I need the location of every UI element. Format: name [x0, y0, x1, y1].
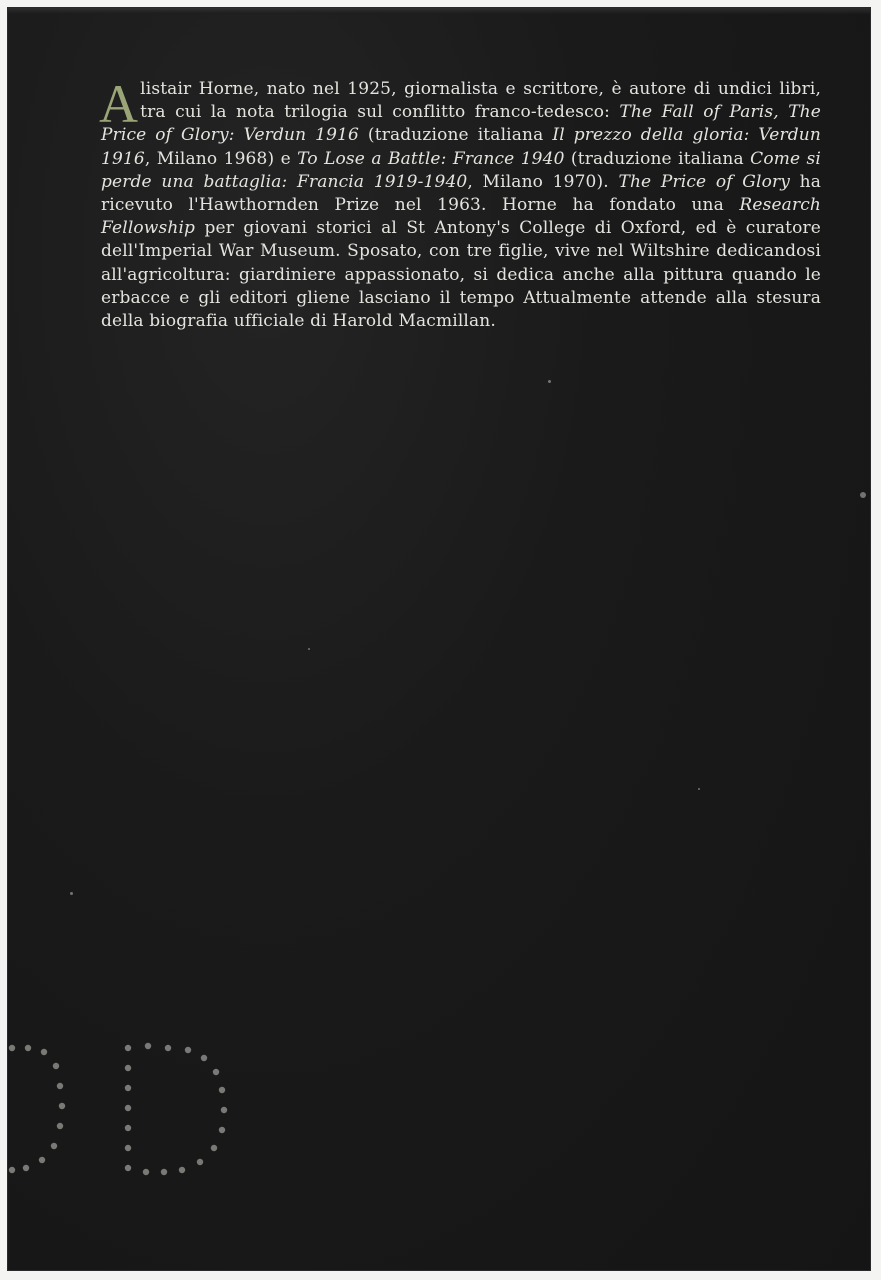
- bio-text-1: listair Horne, nato nel 1925, giornalista e scrittore, è autore di undici libri, tra cui la nota trilogia sul conflitto franco-tedesco:: [140, 79, 821, 123]
- bio-title-fall-of-paris: The Fall of Paris, The Price of Glory: Verdun 1916: [101, 102, 821, 146]
- bio-text-5: , Milano 1970).: [467, 171, 619, 192]
- dust-speck: [698, 788, 700, 790]
- bio-text-6: ha ricevuto l'Hawthornden Prize nel 1963. Horne ha fondato una: [101, 171, 821, 216]
- book-back-cover: [8, 8, 870, 1270]
- bio-text-3: , Milano 1968) e: [144, 148, 298, 169]
- bio-title-to-lose-a-battle: To Lose a Battle: France 1940: [297, 148, 565, 169]
- bio-title-come-si-perde: Come si perde una battaglia: Francia 1919-1940: [101, 148, 822, 192]
- dotted-letter-d-logo-icon: [8, 1028, 248, 1198]
- dust-speck: [308, 648, 310, 650]
- dust-speck: [860, 492, 866, 498]
- bio-text-4: (traduzione italiana: [564, 148, 751, 169]
- bio-title-prezzo-della-gloria: Il prezzo della gloria: Verdun 1916: [101, 125, 822, 169]
- bio-research-fellowship: Research Fellowship: [101, 195, 821, 239]
- dust-speck: [548, 380, 551, 383]
- emblem-dots: [9, 1043, 227, 1175]
- author-biography: [99, 74, 822, 333]
- bio-text-7: per giovani storici al St Antony's College di Oxford, ed è curatore dell'Imperial War Museum. Sposato, con tre figlie, vive nel Wiltshire dedicandosi all'agricoltura: giardiniere appassionato, si dedica anche alla pittura quando le erbacce e gli editori gliene lasciano il tempo Attualmente attende alla stesura della biografia ufficiale di Harold Macmillan.: [101, 218, 821, 332]
- cover-edge: [8, 8, 870, 14]
- dust-speck: [70, 892, 73, 895]
- bio-title-price-of-glory: The Price of Glory: [618, 171, 790, 192]
- bio-text-2: (traduzione italiana: [358, 125, 553, 146]
- drop-cap: A: [99, 74, 139, 134]
